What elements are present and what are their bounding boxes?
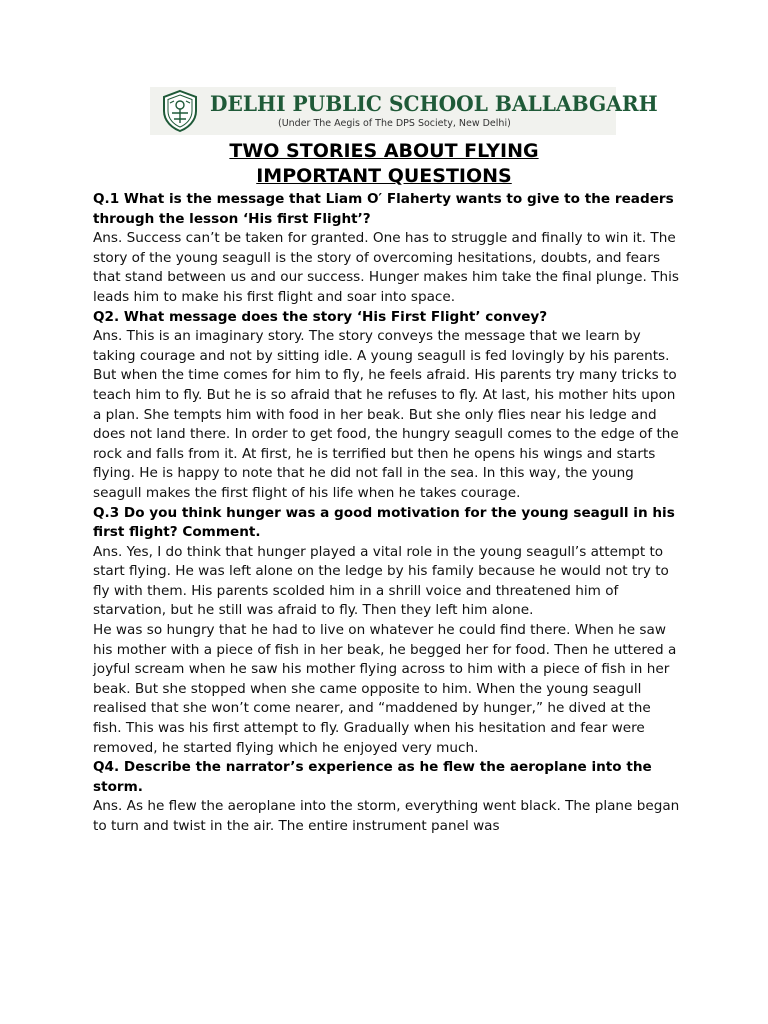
answer-2: Ans. This is an imaginary story. The story conveys the message that we learn by taking courage and not by sitting idle. A young seagull is fed lovingly by his parents. But when the time comes for him to fly, he feels afraid. His parents try many tricks to teach him to fly. But he is so afraid that he refuses to fly. At last, his mother hits upon a plan. She tempts him with food in her beak. But she only flies near his ledge and does not land there. In order to get food, the hungry seagull comes to the edge of the rock and falls from it. At first, he is terrified but then he opens his wings and starts flying. He is happy to note that he did not fall in the sea. In this way, the young seagull makes the first flight of his life when he takes courage. bbox=[93, 328, 679, 501]
answer-1: Ans. Success can’t be taken for granted. One has to struggle and finally to win it. The story of the young seagull is the story of overcoming hesitations, doubts, and fears that stand between us and our success. Hunger makes him take the final plunge. This leads him to make his first flight and soar into space. bbox=[93, 230, 679, 305]
document-subtitle: IMPORTANT QUESTIONS bbox=[256, 165, 512, 187]
school-name: DELHI PUBLIC SCHOOL BALLABGARH bbox=[210, 91, 658, 116]
question-4: Q4. Describe the narrator’s experience as he flew the aeroplane into the storm. bbox=[93, 759, 652, 795]
answer-4: Ans. As he flew the aeroplane into the storm, everything went black. The plane began to turn and twist in the air. The entire instrument panel was bbox=[93, 798, 680, 834]
question-3: Q.3 Do you think hunger was a good motivation for the young seagull in his first flight? Comment. bbox=[93, 504, 675, 541]
answer-3-paragraph-2: He was so hungry that he had to live on whatever he could find there. When he saw his mother with a piece of fish in her beak, he begged her for food. Then he uttered a joyful scream when he saw his mother flying across to him with a piece of fish in her beak. But she stopped when she came opposite to him. When the young seagull realised that she won’t come nearer, and “maddened by hunger,” he dived at the fish. This was his first attempt to fly. Gradually when his hesitation and fear were removed, he started flying which he enjoyed very much. bbox=[93, 622, 677, 756]
school-header-banner bbox=[150, 87, 658, 135]
answer-3-paragraph-1: Ans. Yes, I do think that hunger played a vital role in the young seagull’s attempt to start flying. He was left alone on the ledge by his family because he would not try to fly with them. His parents scolded him in a shrill voice and threatened him of starvation, but he still was afraid to fly. Then they left him alone. bbox=[93, 543, 669, 619]
school-subtitle: (Under The Aegis of The DPS Society, New Delhi) bbox=[278, 118, 511, 129]
document-title: TWO STORIES ABOUT FLYING bbox=[229, 140, 539, 162]
question-1: Q.1 What is the message that Liam O′ Flaherty wants to give to the readers through the lesson ‘His first Flight’? bbox=[93, 191, 674, 227]
document-body bbox=[93, 190, 683, 837]
question-2: Q2. What message does the story ‘His First Flight’ convey? bbox=[93, 308, 548, 325]
school-emblem-icon bbox=[158, 89, 202, 133]
